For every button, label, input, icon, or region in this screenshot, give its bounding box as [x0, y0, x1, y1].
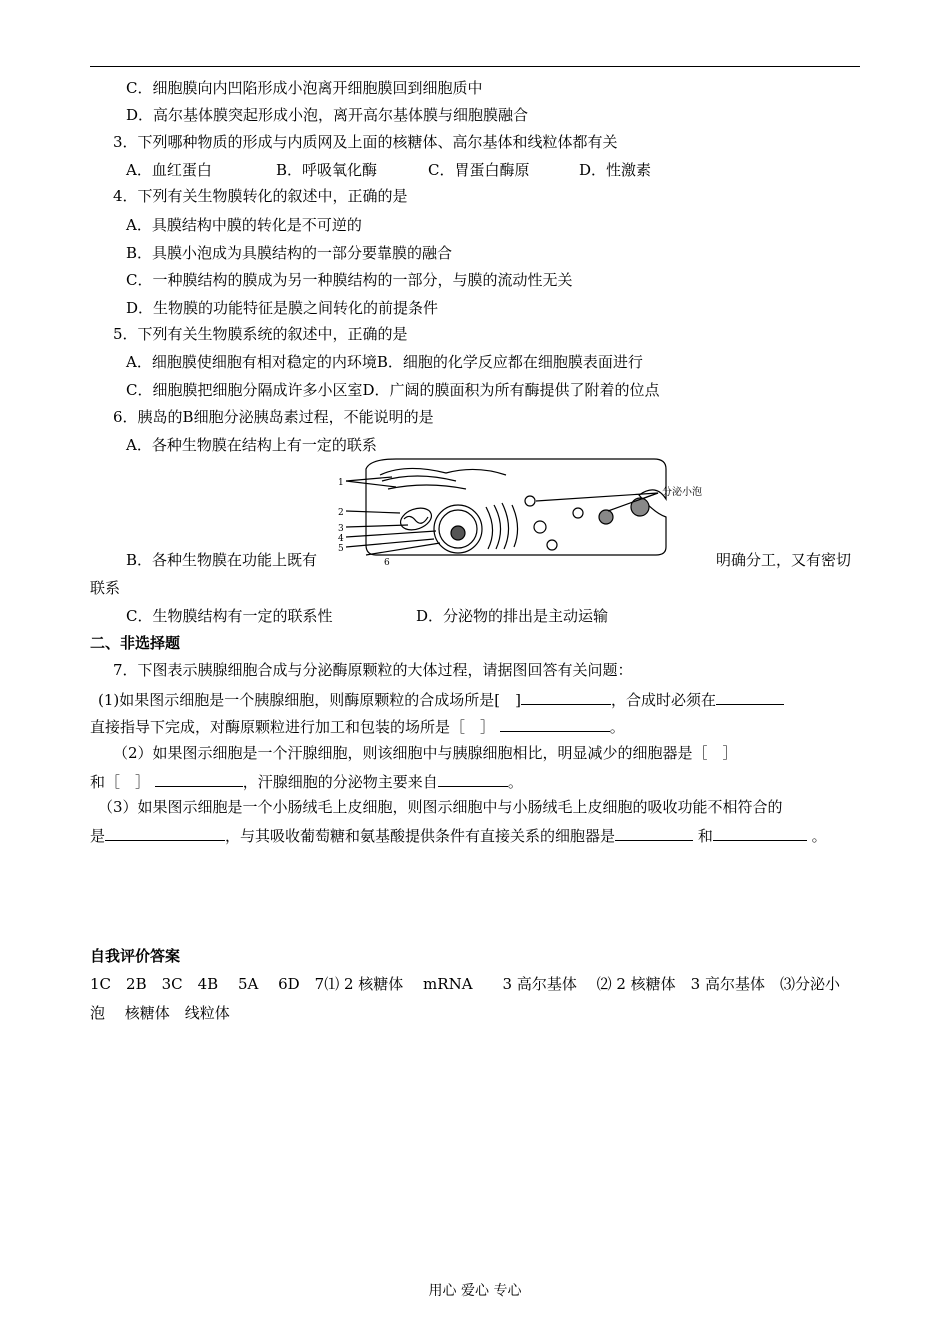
q3-option-b: B．呼吸氧化酶 [276, 161, 378, 179]
q4-option-a: A．具膜结构中膜的转化是不可逆的 [126, 216, 362, 234]
q7-part1-text-a: (1)如果图示细胞是一个胰腺细胞，则酶原颗粒的合成场所是[ ] [98, 691, 521, 709]
q7-part2-blank-2[interactable] [438, 770, 508, 787]
q6-option-c: C．生物膜结构有一定的联系性 [126, 607, 333, 625]
q3-option-a: A．血红蛋白 [126, 161, 212, 179]
q7-part3-text-d: 和 [697, 827, 713, 845]
q6-option-b-right: 明确分工，又有密切 [716, 551, 852, 569]
figure-number-1: 1 [338, 478, 344, 488]
q6-option-b-left: B．各种生物膜在功能上既有 [126, 551, 318, 569]
header-rule [90, 66, 860, 67]
q7-part2-end: 。 [507, 773, 523, 791]
q7-part2-text-c: ，汗腺细胞的分泌物主要来自 [242, 773, 438, 791]
q7-part1-blank-1[interactable] [521, 688, 611, 705]
q7-part2-line1: （2）如果图示细胞是一个汗腺细胞，则该细胞中与胰腺细胞相比，明显减少的细胞器是［ ］ [113, 744, 738, 762]
q4-option-d: D．生物膜的功能特征是膜之间转化的前提条件 [126, 299, 439, 317]
secretory-vesicle-label: 分泌小泡 [662, 487, 702, 498]
q6-option-b-continued: 联系 [90, 579, 121, 597]
figure-number-3: 3 [338, 524, 344, 534]
q7-part1-line1 [98, 688, 784, 710]
q7-part1-text-c: 直接指导下完成，对酶原颗粒进行加工和包装的场所是［ ］ [90, 718, 496, 736]
q7-part3-blank-2[interactable] [615, 824, 693, 841]
q7-part1-blank-3[interactable] [500, 715, 610, 732]
q6-option-d: D．分泌物的排出是主动运输 [416, 607, 609, 625]
figure-number-6: 6 [384, 558, 390, 567]
q5-stem: 5．下列有关生物膜系统的叙述中，正确的是 [113, 325, 408, 343]
figure-number-5: 5 [338, 544, 344, 554]
q7-part3-end: 。 [811, 827, 827, 845]
q3-option-c: C．胃蛋白酶原 [428, 161, 530, 179]
q5-options-cd: C．细胞膜把细胞分隔成许多小区室D．广阔的膜面积为所有酶提供了附着的位点 [126, 381, 660, 399]
q4-stem: 4．下列有关生物膜转化的叙述中，正确的是 [113, 187, 408, 205]
q7-part3-line1: （3）如果图示细胞是一个小肠绒毛上皮细胞，则图示细胞中与小肠绒毛上皮细胞的吸收功能不相符合的 [98, 798, 783, 816]
q7-part3-line2 [90, 824, 827, 846]
secretory-cell-diagram [336, 455, 716, 567]
q5-options-ab: A．细胞膜使细胞有相对稳定的内环境B．细胞的化学反应都在细胞膜表面进行 [126, 353, 643, 371]
q6-option-a: A．各种生物膜在结构上有一定的联系 [126, 436, 377, 454]
q7-part2-blank-1[interactable] [155, 770, 243, 787]
answers-line-2: 泡 核糖体 线粒体 [90, 1004, 230, 1022]
q7-part1-blank-2[interactable] [716, 688, 784, 705]
q7-part3-text-c: ，与其吸收葡萄糖和氨基酸提供条件有直接关系的细胞器是 [225, 827, 616, 845]
q4-option-c: C．一种膜结构的膜成为另一种膜结构的一部分，与膜的流动性无关 [126, 271, 573, 289]
q7-part2-line2 [90, 770, 523, 792]
figure-number-2: 2 [338, 508, 344, 518]
figure-number-4: 4 [338, 534, 344, 544]
answers-title: 自我评价答案 [90, 947, 181, 965]
q3-stem: 3．下列哪种物质的形成与内质网及上面的核糖体、高尔基体和线粒体都有关 [113, 133, 618, 151]
q3-option-d: D．性激素 [579, 161, 652, 179]
section-title-nonchoice: 二、非选择题 [90, 634, 181, 652]
answers-line-1: 1C 2B 3C 4B 5A 6D 7⑴ 2 核糖体 mRNA 3 高尔基体 ⑵ 2 核糖体 3 高尔基体 ⑶分泌小 [90, 975, 840, 993]
q2-option-c: C．细胞膜向内凹陷形成小泡离开细胞膜回到细胞质中 [126, 79, 483, 97]
q7-part3-blank-3[interactable] [713, 824, 807, 841]
q2-option-d: D．高尔基体膜突起形成小泡，离开高尔基体膜与细胞膜融合 [126, 106, 529, 124]
q7-stem: 7．下图表示胰腺细胞合成与分泌酶原颗粒的大体过程，请据图回答有关问题： [113, 661, 633, 679]
q7-part2-text-b: 和［ ］ [90, 773, 151, 791]
q6-stem: 6．胰岛的B细胞分泌胰岛素过程，不能说明的是 [113, 408, 434, 426]
q7-part1-text-b: ，合成时必须在 [610, 691, 716, 709]
q7-part3-blank-1[interactable] [105, 824, 225, 841]
q7-part3-text-b: 是 [90, 827, 106, 845]
q4-option-b: B．具膜小泡成为具膜结构的一部分要靠膜的融合 [126, 244, 453, 262]
q7-part1-line2 [90, 715, 625, 737]
page-footer: 用心 爱心 专心 [428, 1283, 522, 1299]
q7-part1-end: 。 [609, 718, 625, 736]
